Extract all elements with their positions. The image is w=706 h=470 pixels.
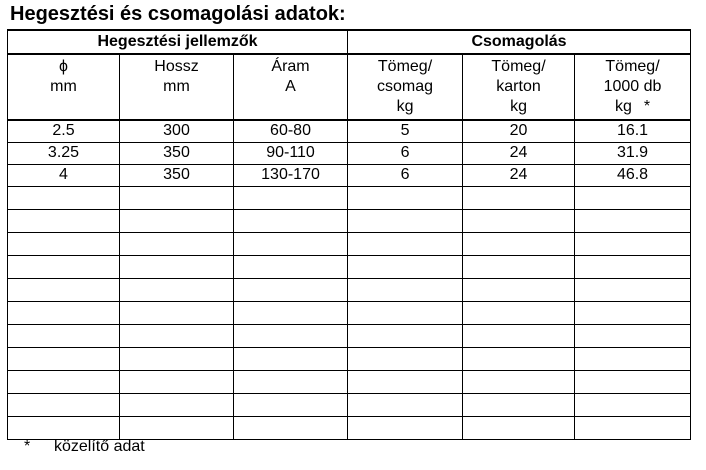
table-cell bbox=[463, 348, 575, 371]
header-line: Áram bbox=[271, 58, 310, 75]
table-cell bbox=[234, 325, 348, 348]
header-line: Tömeg/ bbox=[491, 58, 546, 75]
table-cell bbox=[234, 417, 348, 440]
table-cell bbox=[120, 279, 234, 302]
table-cell bbox=[8, 348, 120, 371]
column-header-mass-per-pack bbox=[348, 54, 463, 120]
table-cell bbox=[463, 210, 575, 233]
footnote-mark: * bbox=[24, 438, 31, 455]
table-cell: 5 bbox=[348, 120, 463, 143]
table-cell bbox=[575, 325, 691, 348]
table-cell bbox=[348, 325, 463, 348]
header-line: csomag bbox=[377, 78, 434, 95]
header-line: A bbox=[285, 78, 296, 95]
table-cell bbox=[575, 256, 691, 279]
table-cell: 24 bbox=[463, 143, 575, 165]
table-cell bbox=[120, 348, 234, 371]
group-header-packaging: Csomagolás bbox=[348, 30, 691, 54]
header-line bbox=[575, 97, 690, 117]
table-cell bbox=[8, 371, 120, 394]
table-cell bbox=[8, 279, 120, 302]
empty-table-row bbox=[8, 279, 691, 302]
table-cell bbox=[575, 279, 691, 302]
table-row bbox=[8, 120, 691, 143]
table-cell bbox=[463, 394, 575, 417]
table-cell bbox=[234, 279, 348, 302]
column-header-mass-per-carton bbox=[463, 54, 575, 120]
table-cell bbox=[234, 394, 348, 417]
header-line: ϕ bbox=[59, 58, 68, 75]
header-line: kg bbox=[510, 98, 527, 115]
table-cell bbox=[234, 233, 348, 256]
table-cell bbox=[120, 256, 234, 279]
footnote bbox=[24, 437, 145, 457]
header-line: Tömeg/ bbox=[605, 58, 660, 75]
footnote-text: közelítő adat bbox=[54, 438, 145, 455]
table-cell bbox=[463, 233, 575, 256]
empty-table-row bbox=[8, 394, 691, 417]
table-cell: 3.25 bbox=[8, 143, 120, 165]
column-header-mass-per-1000 bbox=[575, 54, 691, 120]
empty-table-row bbox=[8, 348, 691, 371]
table-cell bbox=[463, 302, 575, 325]
table-cell bbox=[120, 394, 234, 417]
table-cell bbox=[120, 371, 234, 394]
page-title: Hegesztési és csomagolási adatok: bbox=[10, 3, 346, 25]
empty-table-row bbox=[8, 325, 691, 348]
header-line: mm bbox=[50, 78, 77, 95]
empty-table-row bbox=[8, 302, 691, 325]
table-cell bbox=[234, 371, 348, 394]
table-cell bbox=[348, 394, 463, 417]
table-cell bbox=[8, 325, 120, 348]
table-row bbox=[8, 143, 691, 165]
table-cell bbox=[575, 233, 691, 256]
table-cell bbox=[120, 233, 234, 256]
header-line: karton bbox=[496, 78, 541, 95]
table-cell bbox=[348, 302, 463, 325]
table-cell bbox=[348, 417, 463, 440]
column-header-current bbox=[234, 54, 348, 120]
table-cell bbox=[463, 325, 575, 348]
table-cell bbox=[575, 417, 691, 440]
table-cell: 350 bbox=[120, 165, 234, 187]
table-cell bbox=[120, 325, 234, 348]
header-line: kg bbox=[396, 98, 414, 115]
table-cell bbox=[575, 371, 691, 394]
table-cell bbox=[234, 256, 348, 279]
group-header-welding: Hegesztési jellemzők bbox=[8, 30, 348, 54]
table-cell: 16.1 bbox=[575, 120, 691, 143]
empty-table-row bbox=[8, 210, 691, 233]
table-cell: 350 bbox=[120, 143, 234, 165]
table-cell bbox=[463, 256, 575, 279]
table-cell bbox=[348, 371, 463, 394]
table-cell: 24 bbox=[463, 165, 575, 187]
table-cell bbox=[234, 210, 348, 233]
table-cell bbox=[8, 302, 120, 325]
table-cell bbox=[348, 210, 463, 233]
table-cell: 6 bbox=[348, 143, 463, 165]
empty-table-row bbox=[8, 256, 691, 279]
header-unit: kg bbox=[614, 98, 632, 115]
table-cell bbox=[348, 233, 463, 256]
table-cell bbox=[234, 187, 348, 210]
table-cell bbox=[234, 302, 348, 325]
table-cell bbox=[463, 417, 575, 440]
table-cell bbox=[348, 256, 463, 279]
table-cell: 300 bbox=[120, 120, 234, 143]
table-row bbox=[8, 165, 691, 187]
data-table bbox=[7, 29, 691, 440]
table-cell: 90-110 bbox=[234, 143, 348, 165]
table-cell bbox=[8, 394, 120, 417]
header-line: 1000 db bbox=[603, 78, 662, 95]
table-cell: 130-170 bbox=[234, 165, 348, 187]
table-cell bbox=[575, 302, 691, 325]
table-cell bbox=[8, 210, 120, 233]
table-cell bbox=[463, 187, 575, 210]
table-cell bbox=[8, 187, 120, 210]
table-cell bbox=[120, 302, 234, 325]
table-cell bbox=[348, 348, 463, 371]
empty-table-row bbox=[8, 233, 691, 256]
column-header-diameter bbox=[8, 54, 120, 120]
table-cell: 46.8 bbox=[575, 165, 691, 187]
table-cell bbox=[575, 394, 691, 417]
table-cell bbox=[348, 279, 463, 302]
table-cell bbox=[120, 210, 234, 233]
table-cell: 31.9 bbox=[575, 143, 691, 165]
table-cell bbox=[8, 256, 120, 279]
column-header-length bbox=[120, 54, 234, 120]
table-cell: 4 bbox=[8, 165, 120, 187]
header-line: Hossz bbox=[154, 58, 199, 75]
table-cell bbox=[463, 371, 575, 394]
empty-table-row bbox=[8, 187, 691, 210]
table-cell bbox=[234, 348, 348, 371]
table-cell bbox=[575, 187, 691, 210]
header-line: mm bbox=[163, 78, 190, 95]
footnote-marker: * bbox=[643, 98, 651, 115]
table-cell bbox=[120, 187, 234, 210]
header-line: Tömeg/ bbox=[377, 58, 433, 75]
table-cell bbox=[8, 233, 120, 256]
table-cell: 2.5 bbox=[8, 120, 120, 143]
table-cell bbox=[575, 210, 691, 233]
table-cell: 6 bbox=[348, 165, 463, 187]
empty-table-row bbox=[8, 371, 691, 394]
table-cell bbox=[463, 279, 575, 302]
table-cell: 60-80 bbox=[234, 120, 348, 143]
table-cell bbox=[348, 187, 463, 210]
table-cell bbox=[575, 348, 691, 371]
table-cell: 20 bbox=[463, 120, 575, 143]
